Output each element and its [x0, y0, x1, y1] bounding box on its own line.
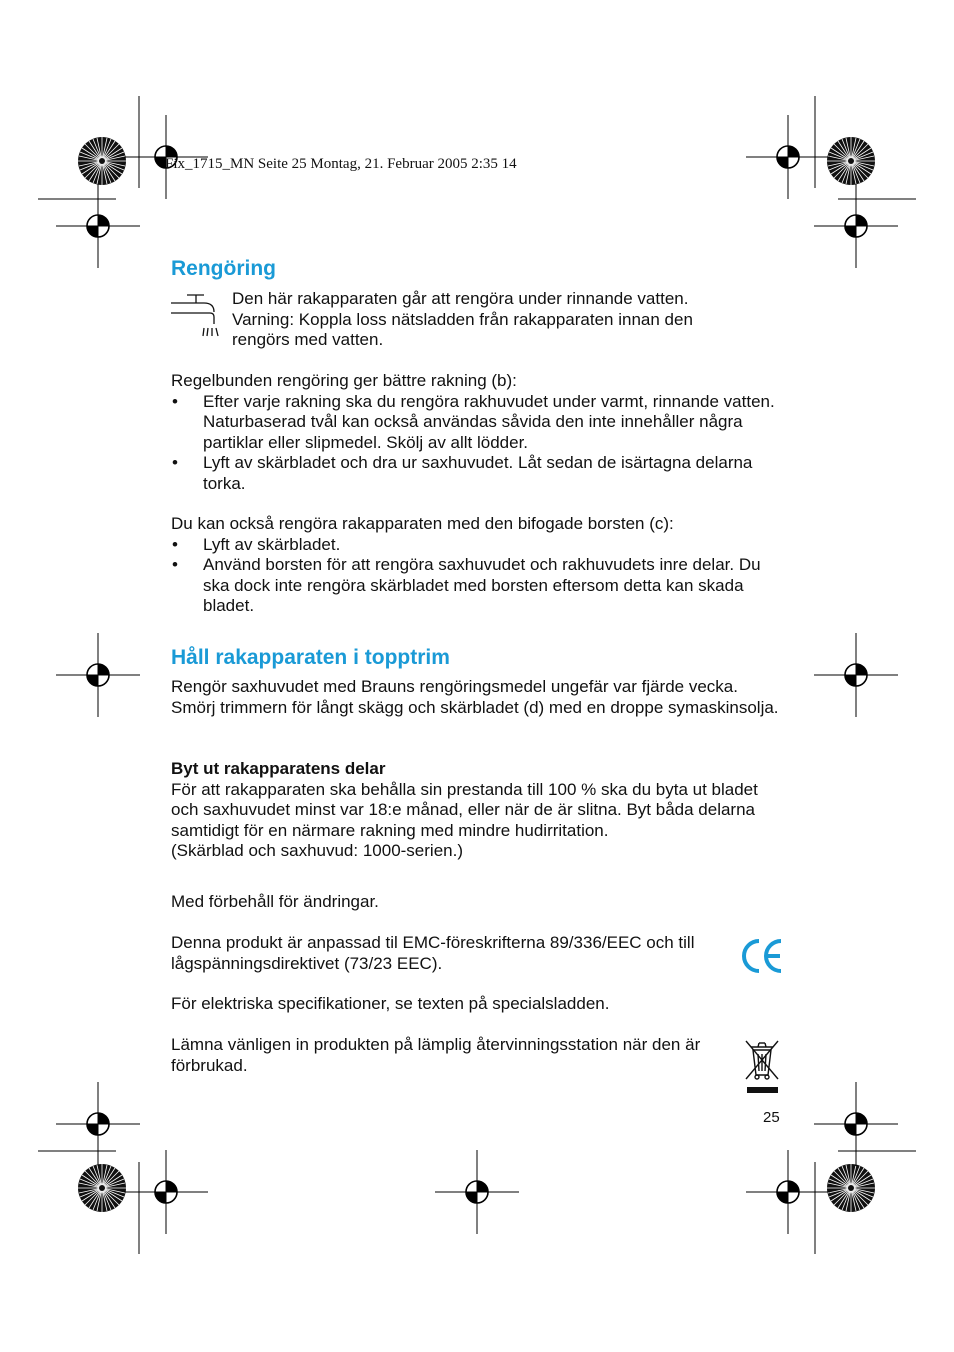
- section-heading-cleaning: Rengöring: [171, 257, 276, 280]
- water-intro-line-3: rengörs med vatten.: [232, 330, 384, 349]
- list-item: • Efter varje rakning ska du rengöra rakhuvudet under varmt, rinnande vatten. Naturbaserad tvål kan också användas såvida den inte innehåller några partiklar eller slipmedel. Skölj av allt lödder.: [172, 391, 775, 452]
- maintenance-paragraph: Rengör saxhuvudet med Brauns rengöringsmedel ungefär var fjärde vecka. Smörj trimmern för långt skägg och skärbladet (d) med en droppe symaskinsolja.: [171, 677, 779, 717]
- electrical-specs-text: För elektriska specifikationer, se texten på specialsladden.: [171, 994, 610, 1013]
- crossed-out-bin-icon: [742, 1037, 782, 1097]
- ce-mark-icon: [740, 937, 784, 975]
- regular-cleaning-intro: Regelbunden rengöring ger bättre rakning (b):: [171, 371, 517, 390]
- running-water-tap-icon: [170, 292, 220, 340]
- brush-cleaning-intro: Du kan också rengöra rakapparaten med den bifogade borsten (c):: [171, 514, 674, 533]
- section-heading-maintenance: Håll rakapparaten i topptrim: [171, 646, 450, 669]
- reservation-text: Med förbehåll för ändringar.: [171, 892, 379, 911]
- replace-parts-paragraph: För att rakapparaten ska behålla sin prestanda till 100 % ska du byta ut bladet och saxhuvudet minst var 18:e månad, eller när de är slitna. Byt båda delarna samtidigt för en närmare rakning med mindre hudirritation.: [171, 779, 758, 840]
- replace-parts-note: (Skärblad och saxhuvud: 1000-serien.): [171, 841, 463, 860]
- print-slug: Fix_1715_MN Seite 25 Montag, 21. Februar 2005 2:35 14: [165, 156, 517, 172]
- water-intro-line-2: Varning: Koppla loss nätsladden från rakapparaten innan den: [232, 309, 693, 329]
- list-item: • Använd borsten för att rengöra saxhuvudet och rakhuvudets inre delar. Du ska dock inte rengöra skärbladet med borsten eftersom detta kan skada bladet.: [172, 555, 761, 615]
- emc-compliance-text: Denna produkt är anpassad til EMC-föreskrifterna 89/336/EEC och till lågspänningsdirektivet (73/23 EEC).: [171, 933, 695, 973]
- list-item: • Lyft av skärbladet.: [172, 534, 341, 554]
- replace-parts-heading: Byt ut rakapparatens delar: [171, 759, 386, 778]
- water-intro-line-1: Den här rakapparaten går att rengöra under rinnande vatten.: [232, 289, 689, 308]
- page-number: 25: [763, 1109, 780, 1126]
- brush-cleaning-list: [171, 535, 786, 617]
- recycling-text: Lämna vänligen in produkten på lämplig återvinningsstation när den är förbrukad.: [171, 1035, 701, 1075]
- regular-cleaning-list: [171, 392, 786, 495]
- list-item: • Lyft av skärbladet och dra ur saxhuvudet. Låt sedan de isärtagna delarna torka.: [172, 453, 753, 493]
